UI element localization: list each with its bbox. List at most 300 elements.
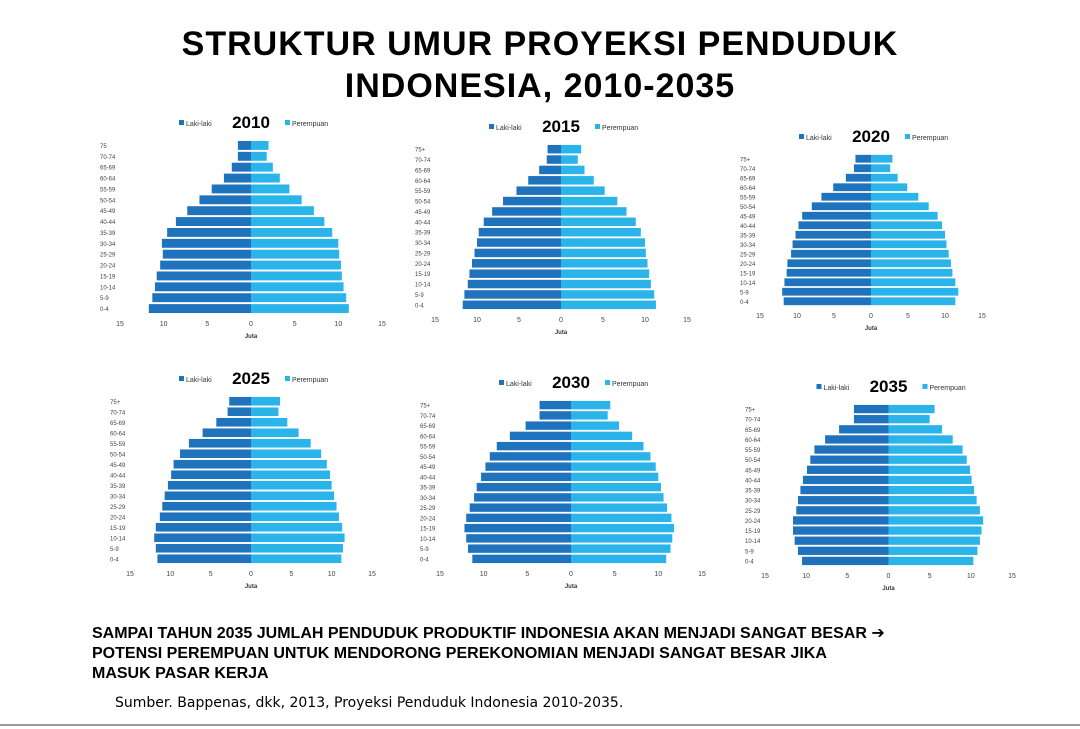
bar-male <box>528 176 561 185</box>
bar-female <box>251 449 321 458</box>
bar-female <box>889 425 943 433</box>
age-group-label: 5-9 <box>100 296 109 303</box>
bar-female <box>571 555 666 563</box>
age-group-label: 5-9 <box>110 546 119 553</box>
bar-male <box>157 271 251 280</box>
age-group-label: 5-9 <box>740 290 749 297</box>
bar-male <box>833 183 871 191</box>
bar-male <box>492 207 561 216</box>
bar-female <box>251 544 343 553</box>
bar-female <box>889 537 980 545</box>
age-group-label: 25-29 <box>100 252 116 259</box>
bar-female <box>251 460 327 469</box>
bar-female <box>251 523 342 532</box>
bar-male <box>516 186 561 195</box>
x-tick-label: 15 <box>116 321 124 328</box>
bar-female <box>871 174 898 182</box>
age-group-label: 35-39 <box>110 483 126 490</box>
bar-male <box>846 174 871 182</box>
legend-label-female: Perempuan <box>612 381 649 388</box>
age-group-label: 15-19 <box>100 274 116 281</box>
age-group-label: 50-54 <box>110 452 126 459</box>
bar-female <box>571 452 650 460</box>
legend-label-male: Laki-laki <box>823 385 850 392</box>
age-group-label: 15-19 <box>415 272 431 279</box>
x-axis-label: Juta <box>244 584 258 590</box>
bar-female <box>561 280 651 289</box>
age-group-label: 0-4 <box>745 559 754 566</box>
bar-male <box>156 544 251 553</box>
age-group-label: 70-74 <box>745 417 761 424</box>
age-group-label: 0-4 <box>100 307 109 314</box>
x-tick-label: 5 <box>205 321 210 328</box>
age-group-label: 0-4 <box>420 557 429 564</box>
conclusion-line-1: SAMPAI TAHUN 2035 JUMLAH PENDUDUK PRODUKTIF INDONESIA AKAN MENJADI SANGAT BESAR ➔ <box>92 625 885 642</box>
age-group-label: 20-24 <box>110 515 126 522</box>
bar-male <box>854 164 871 172</box>
bar-male <box>854 415 889 423</box>
age-group-label: 5-9 <box>745 549 754 556</box>
bar-male <box>485 462 571 470</box>
bar-female <box>251 250 339 259</box>
bar-male <box>791 250 871 258</box>
age-group-label: 45-49 <box>100 209 116 216</box>
bar-male <box>547 155 561 164</box>
bar-male <box>490 452 571 460</box>
age-group-label: 35-39 <box>100 230 116 237</box>
x-tick-label: 15 <box>698 571 706 578</box>
age-group-label: 35-39 <box>745 488 761 495</box>
bar-female <box>251 228 332 237</box>
bar-male <box>481 473 571 481</box>
x-tick-label: 15 <box>761 573 769 580</box>
bar-male <box>470 503 571 511</box>
bar-female <box>889 466 971 474</box>
age-group-label: 65-69 <box>740 176 756 183</box>
bar-female <box>251 174 280 183</box>
bar-female <box>889 456 967 464</box>
age-group-label: 50-54 <box>745 458 761 465</box>
bar-male <box>167 228 251 237</box>
x-tick-label: 0 <box>886 573 891 580</box>
age-group-label: 50-54 <box>740 204 756 211</box>
bar-female <box>251 293 346 302</box>
x-tick-label: 10 <box>166 571 175 578</box>
legend-label-male: Laki-laki <box>806 135 832 142</box>
bar-male <box>474 249 561 258</box>
age-group-label: 30-34 <box>420 495 436 502</box>
bar-female <box>871 202 929 210</box>
bar-female <box>571 432 632 440</box>
bar-female <box>561 166 585 175</box>
age-group-label: 70-74 <box>110 410 126 417</box>
legend-swatch-male <box>817 384 822 389</box>
legend-swatch-male <box>179 376 184 381</box>
bar-female <box>871 278 955 286</box>
x-tick-label: 0 <box>559 317 563 324</box>
bar-female <box>871 259 951 267</box>
age-group-label: 55-59 <box>745 448 761 455</box>
bar-female <box>871 240 946 248</box>
bar-male <box>466 534 571 542</box>
pyramid-chart-2010 <box>90 114 390 354</box>
bar-female <box>871 212 938 220</box>
age-group-label: 10-14 <box>420 536 436 543</box>
age-group-label: 40-44 <box>100 220 116 227</box>
bar-male <box>180 449 251 458</box>
x-tick-label: 5 <box>292 321 297 328</box>
age-group-label: 5-9 <box>415 292 424 299</box>
bar-male <box>787 269 871 277</box>
bar-female <box>251 512 339 521</box>
bar-female <box>889 415 930 423</box>
legend-label-male: Laki-laki <box>506 381 532 388</box>
age-group-label: 0-4 <box>415 303 424 310</box>
age-group-label: 45-49 <box>415 209 431 216</box>
legend-label-male: Laki-laki <box>186 121 212 128</box>
bar-male <box>798 496 889 504</box>
bar-female <box>871 183 907 191</box>
bar-male <box>503 197 561 206</box>
bar-female <box>251 184 289 193</box>
bar-female <box>561 301 656 310</box>
chart-year-title: 2025 <box>232 369 270 388</box>
bar-female <box>561 197 617 206</box>
legend-label-female: Perempuan <box>929 385 966 392</box>
x-tick-label: 5 <box>845 573 850 580</box>
bar-female <box>251 428 299 437</box>
age-group-label: 15-19 <box>420 526 436 533</box>
bar-female <box>889 516 984 524</box>
bar-female <box>571 493 664 501</box>
bar-female <box>571 442 643 450</box>
bar-female <box>251 195 302 204</box>
legend-label-female: Perempuan <box>602 125 639 132</box>
bar-male <box>526 421 571 429</box>
bar-female <box>251 470 330 479</box>
bar-female <box>571 421 619 429</box>
bar-female <box>251 397 280 406</box>
bar-male <box>855 155 871 163</box>
legend-label-female: Perempuan <box>292 121 329 128</box>
legend-swatch-male <box>499 380 504 385</box>
x-tick-label: 15 <box>978 313 986 320</box>
x-tick-label: 10 <box>159 321 168 328</box>
bar-female <box>571 544 671 552</box>
bar-male <box>784 278 871 286</box>
bar-male <box>187 206 251 215</box>
age-group-label: 50-54 <box>420 454 436 461</box>
x-tick-label: 15 <box>756 313 764 320</box>
bar-female <box>889 547 978 555</box>
bar-male <box>548 145 561 154</box>
chart-year-title: 2010 <box>232 113 270 132</box>
bar-male <box>479 228 561 237</box>
x-tick-label: 5 <box>517 317 521 324</box>
bar-male <box>160 261 251 270</box>
bar-female <box>561 176 594 185</box>
x-axis-label: Juta <box>554 330 568 336</box>
chart-year-title: 2030 <box>552 373 590 392</box>
age-group-label: 30-34 <box>740 242 756 249</box>
bar-male <box>795 537 889 545</box>
bar-male <box>238 141 251 150</box>
bar-female <box>889 506 980 514</box>
x-tick-label: 15 <box>436 571 444 578</box>
bar-male <box>162 239 251 248</box>
bar-female <box>871 164 890 172</box>
bar-male <box>464 290 561 299</box>
age-group-label: 30-34 <box>745 498 761 505</box>
chart-year-title: 2035 <box>869 377 908 396</box>
pyramid-chart-2025 <box>100 370 380 604</box>
age-group-label: 55-59 <box>420 444 436 451</box>
age-group-label: 55-59 <box>100 187 116 194</box>
bar-male <box>229 397 251 406</box>
age-group-label: 35-39 <box>415 230 431 237</box>
bar-male <box>800 486 888 494</box>
bar-female <box>251 206 314 215</box>
bar-male <box>472 555 571 563</box>
bar-male <box>810 456 888 464</box>
bar-male <box>176 217 251 226</box>
age-group-label: 60-64 <box>745 437 761 444</box>
age-group-label: 45-49 <box>745 468 761 475</box>
age-group-label: 25-29 <box>745 508 761 515</box>
legend-swatch-female <box>605 380 610 385</box>
age-group-label: 40-44 <box>415 220 431 227</box>
x-tick-label: 5 <box>612 571 617 578</box>
source-citation: Sumber. Bappenas, dkk, 2013, Proyeksi Penduduk Indonesia 2010-2035. <box>115 695 624 711</box>
age-group-label: 65-69 <box>415 168 431 175</box>
age-group-label: 10-14 <box>100 285 116 292</box>
bar-female <box>561 259 648 268</box>
age-group-label: 40-44 <box>740 223 756 230</box>
bar-male <box>796 231 871 239</box>
bar-male <box>803 476 889 484</box>
x-tick-label: 10 <box>793 313 801 320</box>
bar-male <box>793 240 871 248</box>
bar-male <box>798 221 871 229</box>
bar-female <box>571 503 667 511</box>
bar-female <box>871 193 918 201</box>
bar-female <box>571 534 672 542</box>
age-group-label: 25-29 <box>420 506 436 513</box>
legend-swatch-female <box>905 134 910 139</box>
bar-female <box>561 249 646 258</box>
bar-female <box>251 439 311 448</box>
age-group-label: 75+ <box>415 147 426 154</box>
bar-female <box>871 221 942 229</box>
bar-male <box>203 428 251 437</box>
age-group-label: 55-59 <box>415 189 431 196</box>
x-tick-label: 0 <box>249 321 253 328</box>
bar-male <box>189 439 251 448</box>
age-group-label: 75+ <box>110 399 121 406</box>
x-tick-label: 10 <box>327 571 336 578</box>
age-group-label: 40-44 <box>745 478 761 485</box>
bar-male <box>152 293 251 302</box>
bar-female <box>561 186 605 195</box>
bar-male <box>484 218 561 227</box>
pyramid-chart-2020 <box>730 128 990 346</box>
bar-female <box>889 476 972 484</box>
x-tick-label: 10 <box>654 571 663 578</box>
bar-male <box>814 445 888 453</box>
bar-female <box>889 405 935 413</box>
bar-female <box>571 473 658 481</box>
age-group-label: 30-34 <box>110 494 126 501</box>
bar-male <box>232 163 251 172</box>
bar-female <box>871 250 949 258</box>
bar-female <box>251 152 267 161</box>
age-group-label: 20-24 <box>745 518 761 525</box>
age-group-label: 0-4 <box>740 299 749 306</box>
age-group-label: 65-69 <box>420 424 436 431</box>
bar-female <box>251 217 324 226</box>
age-group-label: 0-4 <box>110 557 119 564</box>
legend-swatch-female <box>285 120 290 125</box>
bar-male <box>798 547 889 555</box>
conclusion-line-3: MASUK PASAR KERJA <box>92 665 269 682</box>
age-group-label: 75+ <box>745 407 756 414</box>
bar-male <box>539 166 561 175</box>
x-axis-label: Juta <box>864 326 878 332</box>
bar-female <box>561 290 654 299</box>
bar-male <box>477 483 571 491</box>
age-group-label: 30-34 <box>100 241 116 248</box>
age-group-label: 60-64 <box>420 434 436 441</box>
age-group-label: 15-19 <box>745 529 761 536</box>
legend-swatch-female <box>923 384 928 389</box>
bar-male <box>784 297 871 305</box>
age-group-label: 35-39 <box>740 233 756 240</box>
bar-male <box>469 269 561 278</box>
bar-male <box>821 193 871 201</box>
x-tick-label: 0 <box>569 571 573 578</box>
x-tick-label: 0 <box>249 571 253 578</box>
age-group-label: 40-44 <box>420 475 436 482</box>
age-group-label: 55-59 <box>110 441 126 448</box>
legend-swatch-female <box>285 376 290 381</box>
bar-male <box>154 533 251 542</box>
bar-male <box>156 523 251 532</box>
bar-male <box>162 502 251 511</box>
bar-male <box>472 259 561 268</box>
bar-male <box>787 259 871 267</box>
age-group-label: 10-14 <box>740 280 756 287</box>
age-group-label: 25-29 <box>740 252 756 259</box>
bar-male <box>540 411 571 419</box>
age-group-label: 5-9 <box>420 547 429 554</box>
age-group-label: 65-69 <box>110 420 126 427</box>
age-group-label: 10-14 <box>745 539 761 546</box>
legend-label-female: Perempuan <box>292 377 329 384</box>
bar-female <box>889 445 963 453</box>
bar-female <box>251 533 345 542</box>
bar-female <box>251 502 337 511</box>
x-tick-label: 10 <box>641 317 649 324</box>
bar-female <box>251 261 341 270</box>
bar-male <box>793 516 889 524</box>
bar-male <box>477 238 561 247</box>
x-tick-label: 15 <box>126 571 134 578</box>
bar-male <box>468 544 571 552</box>
bar-female <box>889 557 974 565</box>
bar-female <box>571 524 674 532</box>
bar-male <box>228 407 251 416</box>
bar-male <box>839 425 888 433</box>
x-tick-label: 15 <box>368 571 376 578</box>
bar-female <box>889 526 982 534</box>
bar-male <box>796 506 888 514</box>
age-group-label: 75 <box>100 143 107 150</box>
bar-female <box>561 228 641 237</box>
bar-female <box>871 288 958 296</box>
age-group-label: 45-49 <box>420 465 436 472</box>
bottom-divider <box>0 724 1080 726</box>
legend-label-female: Perempuan <box>912 135 949 142</box>
age-group-label: 50-54 <box>415 199 431 206</box>
bar-male <box>174 460 251 469</box>
age-group-label: 25-29 <box>415 251 431 258</box>
page-title-line-2: INDONESIA, 2010-2035 <box>344 67 736 105</box>
bar-female <box>251 271 342 280</box>
bar-female <box>871 155 892 163</box>
legend-swatch-female <box>595 124 600 129</box>
x-tick-label: 5 <box>289 571 294 578</box>
chart-year-title: 2015 <box>542 117 580 136</box>
bar-female <box>251 163 273 172</box>
bar-male <box>807 466 889 474</box>
bar-female <box>251 418 287 427</box>
legend-label-male: Laki-laki <box>186 377 212 384</box>
age-group-label: 50-54 <box>100 198 116 205</box>
legend-swatch-male <box>179 120 184 125</box>
bar-female <box>561 269 649 278</box>
age-group-label: 20-24 <box>415 261 431 268</box>
bar-female <box>571 483 661 491</box>
bar-male <box>825 435 888 443</box>
age-group-label: 60-64 <box>100 176 116 183</box>
age-group-label: 30-34 <box>415 241 431 248</box>
bar-female <box>571 514 671 522</box>
age-group-label: 60-64 <box>740 185 756 192</box>
bar-male <box>540 401 571 409</box>
bar-male <box>854 405 889 413</box>
age-group-label: 25-29 <box>110 504 126 511</box>
bar-male <box>793 526 889 534</box>
age-group-label: 45-49 <box>110 462 126 469</box>
age-group-label: 70-74 <box>740 166 756 173</box>
x-tick-label: 15 <box>378 321 386 328</box>
bar-female <box>251 481 332 490</box>
bar-male <box>168 481 251 490</box>
conclusion-line-2: POTENSI PEREMPUAN UNTUK MENDORONG PEREKONOMIAN MENJADI SANGAT BESAR JIKA <box>92 645 827 662</box>
bar-male <box>466 514 571 522</box>
x-axis-label: Juta <box>244 334 258 340</box>
bar-female <box>251 407 278 416</box>
bar-male <box>160 512 251 521</box>
x-tick-label: 5 <box>906 313 910 320</box>
bar-male <box>782 288 871 296</box>
bar-female <box>571 401 610 409</box>
x-tick-label: 10 <box>941 313 949 320</box>
age-group-label: 75+ <box>420 403 431 410</box>
age-group-label: 20-24 <box>740 261 756 268</box>
age-group-label: 20-24 <box>420 516 436 523</box>
legend-swatch-male <box>489 124 494 129</box>
